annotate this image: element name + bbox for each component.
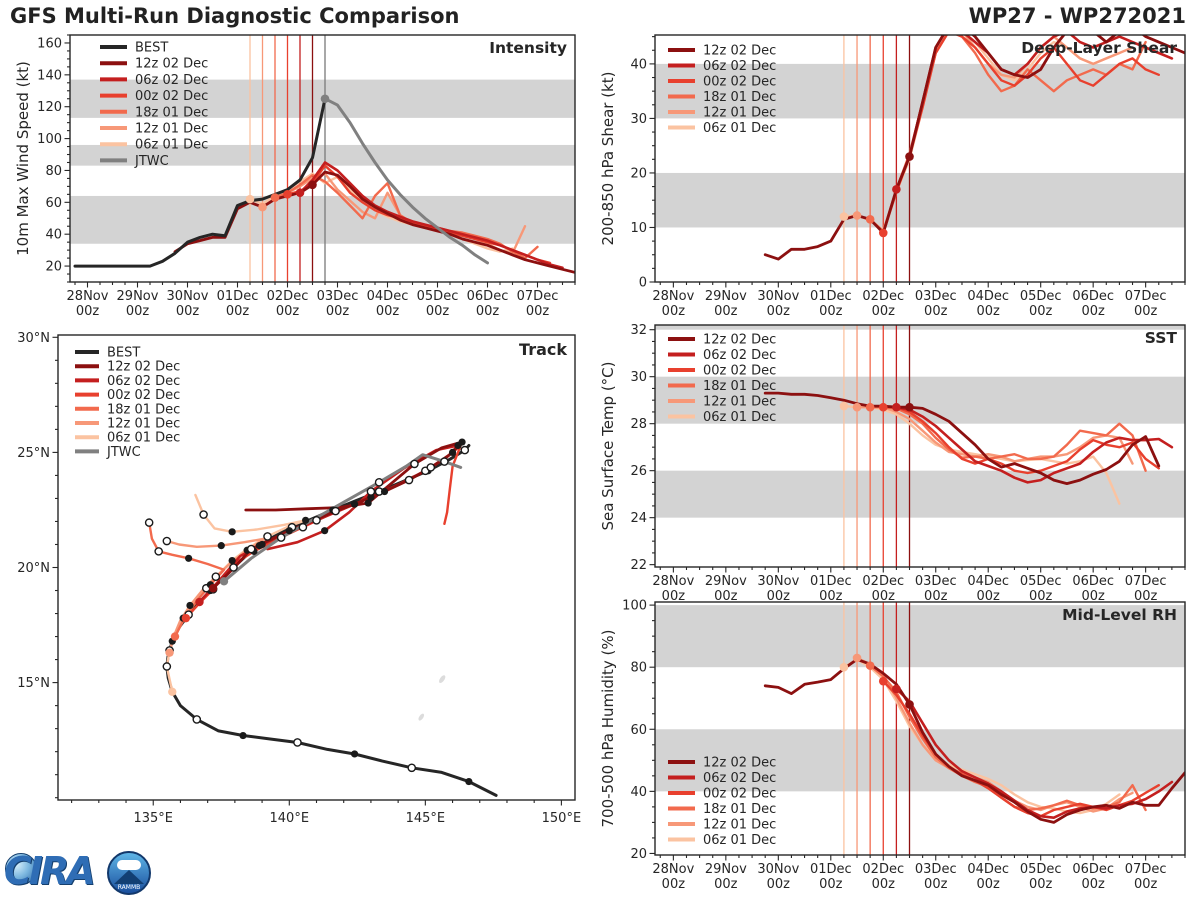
lat-tick-label: 15°N [17, 676, 50, 692]
legend-label: 18z 01 Dec [135, 105, 209, 121]
track-marker-open [248, 545, 255, 552]
storm-id-title: WP27 - WP272021 [968, 4, 1186, 28]
legend-label: 06z 01 Dec [135, 137, 209, 153]
x-tick-label: 30Nov [757, 862, 800, 877]
legend-item [668, 348, 776, 363]
track-marker-open [299, 524, 306, 531]
y-tick-label: 60 [45, 195, 62, 211]
x-tick-label: 30Nov [757, 289, 800, 304]
track-series [213, 442, 462, 588]
x-tick-label: 02Dec [266, 289, 309, 304]
legend-label: 18z 01 Dec [703, 802, 777, 817]
x-tick-sublabel: 00z [1133, 589, 1158, 604]
track-marker-open [367, 488, 374, 495]
x-tick-label: 28Nov [652, 862, 695, 877]
x-tick-sublabel: 00z [661, 589, 686, 604]
cira-wordmark: CIRA [4, 849, 93, 893]
lon-tick-label: 135°E [133, 811, 174, 826]
y-axis-label: 700-500 hPa Humidity (%) [599, 629, 617, 828]
x-tick-label: 03Dec [316, 289, 359, 304]
x-tick-label: 29Nov [704, 574, 747, 589]
legend-label: 12z 01 Dec [107, 416, 181, 432]
island-land [438, 674, 447, 684]
x-tick-sublabel: 00z [976, 304, 1000, 319]
panel-sst [599, 323, 1185, 604]
lon-tick-label: 150°E [541, 811, 582, 826]
y-axis-label: Sea Surface Temp (°C) [599, 361, 617, 531]
panel-shear [599, 26, 1185, 319]
legend-label: JTWC [107, 444, 141, 460]
track-marker-open [200, 511, 207, 518]
lat-tick-label: 20°N [17, 561, 50, 576]
init-dot [866, 661, 875, 670]
init-dot [840, 663, 849, 672]
panel-track [17, 331, 581, 826]
track-init-dot [220, 577, 228, 585]
init-dot [296, 188, 305, 197]
lat-tick-label: 30°N [17, 330, 50, 346]
init-dot [853, 403, 862, 412]
track-init-dot [171, 632, 179, 640]
x-tick-label: 07Dec [1124, 862, 1167, 877]
y-tick-label: 30 [630, 111, 647, 127]
track-marker-filled [302, 517, 309, 524]
rammb-label: RAMMB [117, 884, 141, 891]
track-marker-open [375, 479, 382, 486]
track-marker-open [427, 464, 434, 471]
init-dot [321, 94, 330, 103]
track-marker-filled [229, 557, 236, 564]
track-init-dot [195, 598, 203, 606]
init-dot [246, 195, 255, 204]
track-marker-open [411, 460, 418, 467]
track-marker-open [278, 534, 285, 541]
x-tick-label: 30Nov [757, 574, 800, 589]
legend-label: BEST [107, 345, 141, 361]
track-marker-filled [186, 602, 193, 609]
y-axis-label: 10m Max Wind Speed (kt) [14, 61, 32, 256]
x-tick-label: 05Dec [416, 289, 459, 304]
x-tick-sublabel: 00z [425, 304, 450, 319]
legend-item [75, 417, 180, 432]
track-marker-filled [351, 750, 358, 757]
init-dot [879, 229, 888, 238]
y-tick-label: 80 [630, 660, 647, 676]
x-tick-sublabel: 00z [766, 304, 791, 319]
y-tick-label: 120 [37, 100, 62, 116]
x-tick-sublabel: 00z [766, 589, 791, 604]
legend-item [100, 57, 208, 72]
init-dot [866, 403, 875, 412]
y-tick-label: 40 [630, 57, 647, 73]
y-tick-label: 80 [45, 163, 62, 179]
legend-item [75, 431, 180, 446]
x-tick-label: 07Dec [1124, 574, 1167, 589]
legend-label: 00z 02 Dec [107, 388, 181, 404]
y-tick-label: 32 [630, 323, 647, 339]
x-tick-sublabel: 00z [976, 877, 1000, 892]
y-tick-label: 20 [45, 259, 62, 275]
init-dot [892, 685, 901, 694]
x-tick-sublabel: 00z [1029, 589, 1053, 604]
x-tick-label: 07Dec [1124, 289, 1167, 304]
x-tick-label: 05Dec [1019, 862, 1062, 877]
x-tick-label: 04Dec [967, 862, 1010, 877]
category-band [70, 196, 575, 244]
x-tick-sublabel: 00z [475, 304, 500, 319]
init-dot [853, 654, 862, 663]
legend-label: 12z 02 Dec [135, 56, 209, 72]
init-dot [892, 185, 901, 194]
track-marker-open [441, 458, 448, 465]
x-tick-label: 06Dec [1072, 289, 1115, 304]
x-tick-sublabel: 00z [924, 589, 948, 604]
x-tick-sublabel: 00z [976, 589, 1000, 604]
cira-rammb-logo [4, 841, 154, 897]
init-dot [905, 700, 914, 709]
x-tick-sublabel: 00z [1029, 304, 1053, 319]
category-band [655, 173, 1185, 228]
x-tick-sublabel: 00z [819, 304, 843, 319]
track-marker-open [294, 739, 301, 746]
y-tick-label: 160 [37, 36, 62, 52]
x-tick-label: 29Nov [704, 862, 747, 877]
legend-label: 00z 02 Dec [703, 786, 777, 802]
legend-label: 12z 01 Dec [703, 817, 777, 833]
init-dot [840, 402, 849, 411]
track-marker-open [408, 764, 415, 771]
x-tick-label: 28Nov [652, 574, 695, 589]
track-init-dot [209, 584, 217, 592]
y-tick-label: 24 [630, 511, 647, 527]
legend-item [668, 364, 776, 379]
legend-item [668, 802, 776, 817]
track-marker-filled [218, 542, 225, 549]
x-tick-label: 29Nov [704, 289, 747, 304]
legend-label: 12z 02 Dec [703, 332, 777, 348]
x-tick-label: 04Dec [967, 574, 1010, 589]
y-tick-label: 10 [630, 220, 647, 236]
x-tick-sublabel: 00z [125, 304, 150, 319]
x-tick-label: 01Dec [809, 289, 852, 304]
x-tick-sublabel: 00z [661, 304, 686, 319]
island-land [417, 713, 425, 722]
x-tick-sublabel: 00z [275, 304, 300, 319]
legend-label: 06z 02 Dec [107, 373, 181, 389]
legend-item [75, 388, 180, 403]
track-marker-filled [458, 438, 465, 445]
y-tick-label: 20 [630, 846, 647, 862]
category-band [655, 471, 1185, 518]
legend-label: 12z 01 Dec [135, 121, 209, 137]
track-marker-open [332, 508, 339, 515]
legend-label: 06z 01 Dec [703, 833, 777, 848]
legend-item [75, 402, 180, 417]
y-tick-label: 40 [45, 227, 62, 243]
figure-title: GFS Multi-Run Diagnostic Comparison [10, 4, 460, 28]
x-tick-label: 04Dec [366, 289, 409, 304]
x-tick-sublabel: 00z [375, 304, 400, 319]
legend-item [75, 445, 141, 460]
x-tick-sublabel: 00z [871, 589, 895, 604]
panel-intensity [14, 35, 575, 319]
x-tick-sublabel: 00z [1081, 877, 1105, 892]
legend-label: 00z 02 Dec [703, 363, 777, 379]
x-tick-sublabel: 00z [766, 877, 791, 892]
init-dot [905, 403, 914, 412]
category-band [655, 325, 1185, 330]
init-dot [840, 212, 849, 221]
legend-item [75, 360, 180, 375]
y-tick-label: 40 [630, 784, 647, 800]
x-tick-label: 01Dec [216, 289, 259, 304]
x-tick-label: 05Dec [1019, 574, 1062, 589]
legend-label: 06z 02 Dec [703, 59, 777, 74]
x-tick-label: 06Dec [1072, 574, 1115, 589]
init-dot [892, 403, 901, 412]
legend-item [668, 833, 776, 848]
legend-label: 06z 02 Dec [703, 771, 777, 786]
legend-item [668, 333, 776, 348]
init-dot [879, 677, 888, 686]
y-tick-label: 22 [630, 558, 647, 574]
legend-label: 00z 02 Dec [135, 89, 209, 105]
x-tick-sublabel: 00z [714, 304, 738, 319]
init-dot [258, 203, 267, 212]
track-marker-filled [239, 732, 246, 739]
init-dot [271, 193, 280, 202]
track-marker-filled [229, 528, 236, 535]
init-dot [283, 190, 292, 199]
x-tick-sublabel: 00z [924, 304, 948, 319]
y-tick-label: 28 [630, 417, 647, 433]
legend-item [668, 121, 776, 136]
x-tick-sublabel: 00z [714, 877, 738, 892]
x-tick-label: 30Nov [166, 289, 209, 304]
track-marker-open [163, 537, 170, 544]
track-series [200, 446, 459, 603]
y-tick-label: 0 [638, 275, 647, 291]
track-marker-open [193, 716, 200, 723]
y-tick-label: 20 [630, 166, 647, 182]
legend-label: 06z 01 Dec [703, 410, 777, 425]
panel-corner-label: Mid-Level RH [1062, 606, 1177, 624]
track-marker-filled [286, 527, 293, 534]
x-tick-label: 05Dec [1019, 289, 1062, 304]
y-tick-label: 60 [630, 722, 647, 738]
x-tick-label: 02Dec [862, 862, 905, 877]
x-tick-label: 28Nov [66, 289, 109, 304]
panel-corner-label: Track [519, 340, 567, 359]
x-tick-label: 07Dec [516, 289, 559, 304]
legend-item [100, 122, 208, 137]
y-tick-label: 100 [622, 598, 647, 614]
track-series [167, 446, 496, 796]
track-marker-open [212, 573, 219, 580]
track-series [167, 495, 306, 692]
x-tick-label: 03Dec [914, 862, 957, 877]
legend-item [75, 374, 180, 389]
legend-label: 12z 01 Dec [703, 394, 777, 410]
init-dot [853, 211, 862, 220]
x-tick-label: 03Dec [914, 574, 957, 589]
legend-label: 18z 01 Dec [107, 402, 181, 418]
legend-label: 06z 01 Dec [703, 121, 777, 136]
mountain-icon [114, 870, 144, 884]
track-marker-filled [185, 555, 192, 562]
legend-item [668, 44, 776, 59]
x-tick-label: 04Dec [967, 289, 1010, 304]
x-tick-sublabel: 00z [819, 589, 843, 604]
panel-corner-label: Deep-Layer Shear [1021, 39, 1177, 57]
x-tick-label: 29Nov [116, 289, 159, 304]
panel-corner-label: Intensity [489, 39, 567, 57]
track-marker-filled [465, 778, 472, 785]
x-tick-label: 02Dec [862, 574, 905, 589]
track-marker-filled [351, 501, 358, 508]
track-marker-open [313, 517, 320, 524]
legend-item [100, 41, 168, 56]
track-init-dot [182, 614, 190, 622]
legend-label: BEST [135, 40, 169, 56]
legend-label: 12z 02 Dec [703, 755, 777, 771]
x-tick-sublabel: 00z [1029, 877, 1053, 892]
legend-item [668, 818, 776, 833]
legend-label: JTWC [135, 153, 169, 169]
x-tick-sublabel: 00z [325, 304, 350, 319]
y-tick-label: 100 [37, 132, 62, 148]
legend-label: 18z 01 Dec [703, 379, 777, 394]
legend-label: 06z 01 Dec [107, 430, 181, 446]
x-tick-sublabel: 00z [871, 304, 895, 319]
x-tick-label: 06Dec [466, 289, 509, 304]
x-tick-sublabel: 00z [924, 877, 948, 892]
legend-label: 12z 02 Dec [107, 359, 181, 375]
track-marker-open [405, 476, 412, 483]
x-tick-sublabel: 00z [175, 304, 200, 319]
init-dot [879, 403, 888, 412]
track-init-dot [168, 688, 176, 696]
legend-label: 06z 02 Dec [135, 72, 209, 88]
track-marker-filled [321, 527, 328, 534]
x-tick-label: 01Dec [809, 574, 852, 589]
legend-item [75, 346, 140, 361]
track-marker-open [264, 533, 271, 540]
x-tick-sublabel: 00z [819, 877, 843, 892]
init-dot [866, 215, 875, 224]
panel-rh [599, 599, 1185, 892]
track-marker-filled [449, 449, 456, 456]
track-marker-open [155, 548, 162, 555]
track-marker-filled [381, 488, 388, 495]
y-tick-label: 26 [630, 464, 647, 480]
x-tick-label: 28Nov [652, 289, 695, 304]
legend-label: 12z 02 Dec [703, 43, 777, 59]
x-tick-sublabel: 00z [1133, 304, 1158, 319]
legend-label: 00z 02 Dec [703, 74, 777, 90]
x-tick-label: 06Dec [1072, 862, 1115, 877]
x-tick-sublabel: 00z [1081, 589, 1105, 604]
x-tick-sublabel: 00z [1081, 304, 1105, 319]
init-dot [905, 152, 914, 161]
track-marker-open [146, 519, 153, 526]
x-tick-sublabel: 00z [1133, 877, 1158, 892]
track-marker-open [461, 446, 468, 453]
init-dot [308, 180, 317, 189]
rammb-badge-icon [107, 851, 151, 895]
x-tick-sublabel: 00z [225, 304, 250, 319]
track-marker-filled [258, 541, 265, 548]
x-tick-label: 02Dec [862, 289, 905, 304]
lon-tick-label: 145°E [405, 811, 446, 826]
track-marker-open [163, 663, 170, 670]
legend-label: 18z 01 Dec [703, 90, 777, 105]
x-tick-sublabel: 00z [75, 304, 100, 319]
y-tick-label: 140 [37, 68, 62, 84]
panel-corner-label: SST [1144, 329, 1177, 347]
x-tick-sublabel: 00z [525, 304, 550, 319]
x-tick-sublabel: 00z [871, 877, 895, 892]
lon-tick-label: 140°E [269, 811, 310, 826]
track-marker-open [230, 564, 237, 571]
cloud-icon [117, 860, 141, 870]
legend-label: 06z 02 Dec [703, 348, 777, 363]
legend [75, 346, 180, 460]
x-tick-label: 01Dec [809, 862, 852, 877]
track-marker-filled [365, 499, 372, 506]
x-tick-sublabel: 00z [661, 877, 686, 892]
y-axis-label: 200-850 hPa Shear (kt) [599, 71, 617, 246]
x-tick-sublabel: 00z [714, 589, 738, 604]
y-tick-label: 30 [630, 370, 647, 386]
track-init-dot [165, 648, 173, 656]
lat-tick-label: 25°N [17, 445, 50, 461]
x-tick-label: 03Dec [914, 289, 957, 304]
legend-label: 12z 01 Dec [703, 105, 777, 121]
